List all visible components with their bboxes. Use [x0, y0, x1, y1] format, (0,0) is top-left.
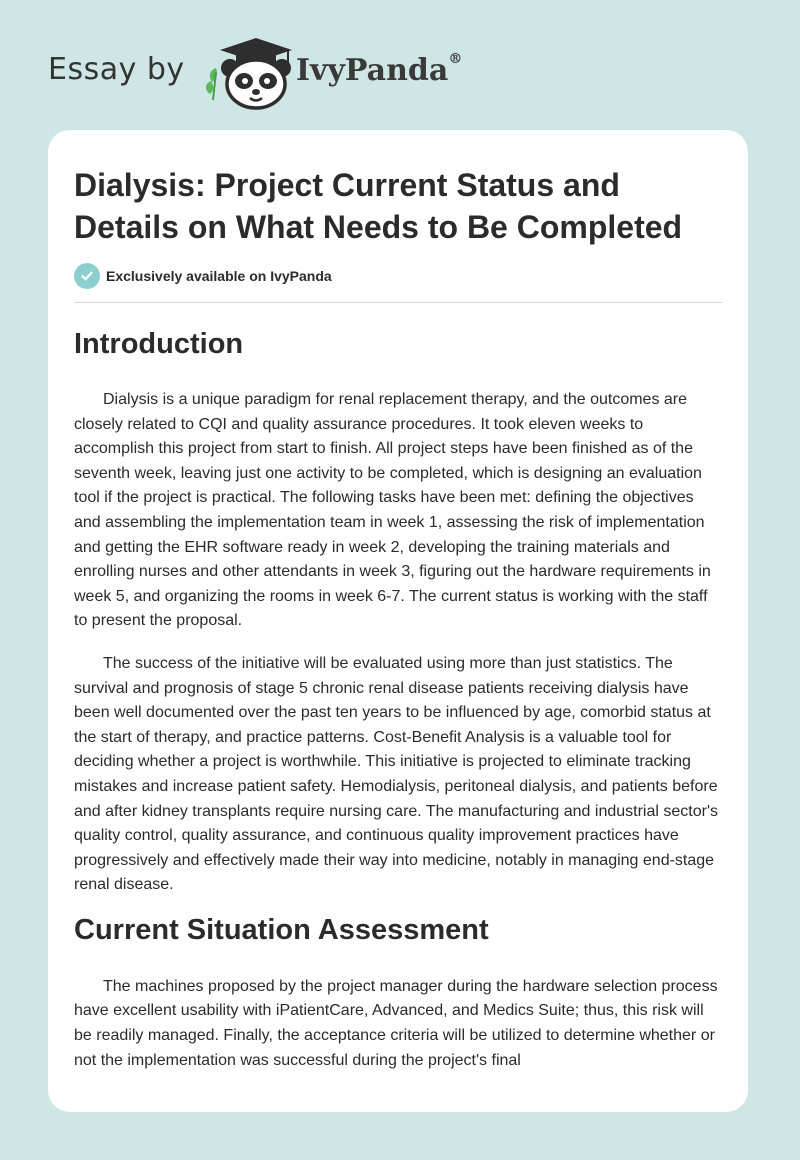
article-card [48, 130, 748, 1112]
brand-name[interactable] [296, 53, 462, 88]
exclusive-badge [74, 263, 332, 289]
paragraph: The machines proposed by the project manager during the hardware selection process have excellent usability with iPatientCare, Advanced, and Medics Suite; thus, this risk will be readily managed. Finally, the acceptance criteria will be utilized to determine whether or not the implementation was successful during the project's final [74, 977, 718, 1069]
essay-by-label: Essay by [48, 52, 185, 87]
check-circle-icon [74, 263, 100, 289]
paragraph: Dialysis is a unique paradigm for renal replacement therapy, and the outcomes are closely related to CQI and quality assurance procedures. It took eleven weeks to accomplish this project from start to finish. All project steps have been finished as of the seventh week, leaving just one activity to be completed, which is designing an evaluation tool if the project is practical. The following tasks have been met: defining the objectives and assembling the implementation team in week 1, assessing the risk of implementation and getting the EHR software ready in week 2, developing the training materials and enrolling nurses and other attendants in week 3, figuring out the hardware requirements in week 5, and organizing the rooms in week 6-7. The current status is working with the staff to present the proposal. [74, 391, 711, 630]
article-title: Dialysis: Project Current Status and Details on What Needs to Be Completed [74, 167, 683, 245]
registered-mark: ® [448, 51, 463, 67]
brand-name-text: IvyPanda [296, 53, 449, 88]
panda-logo-icon[interactable] [200, 36, 296, 110]
article-body [74, 320, 724, 1073]
paragraph: The success of the initiative will be evaluated using more than just statistics. The survival and prognosis of stage 5 chronic renal disease patients receiving dialysis have been well documented over the past ten years to be influenced by age, comorbid status at the start of therapy, and practice patterns. Cost-Benefit Analysis is a valuable tool for deciding whether a project is worthwhile. This initiative is projected to eliminate tracking mistakes and increase patient safety. Hemodialysis, peritoneal dialysis, and patients before and after kidney transplants require nursing care. The manufacturing and industrial sector's quality control, quality assurance, and continuous quality improvement practices have progressively and effectively made their way into medicine, notably in managing end-stage renal disease. [74, 654, 718, 894]
exclusive-badge-label: Exclusively available on IvyPanda [106, 268, 332, 284]
section-heading-current-situation: Current Situation Assessment [74, 913, 489, 946]
site-header [0, 0, 800, 130]
title-divider [74, 302, 722, 303]
section-heading-introduction: Introduction [74, 328, 244, 360]
